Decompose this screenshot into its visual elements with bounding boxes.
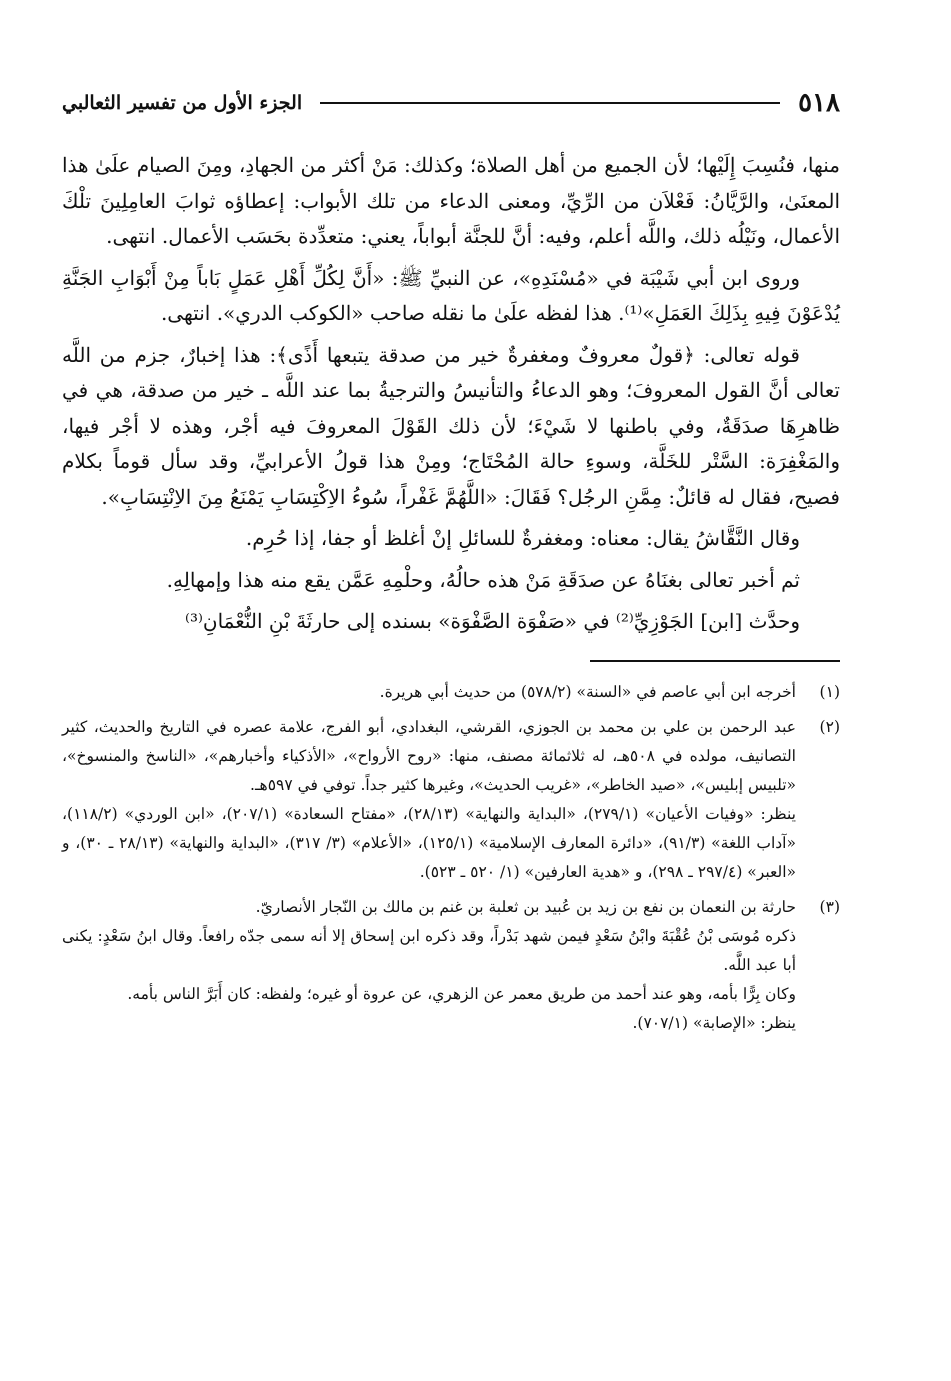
footnote-body <box>62 893 796 1038</box>
footnote-line: عبد الرحمن بن علي بن محمد بن الجوزي، القرشي، البغدادي، أبو الفرج، علامة عصره في التاريخ والحديث، كثير التصانيف، مولده في ٥٠٨هـ، له ثلاثمائة مصنف، منها: «روح الأرواح»، «الأذكياء وأخبارهم»، «الناسخ والمنسوخ»، «تلبيس إبليس»، «صيد الخاطر»، «غريب الحديث»، وغيرها كثير جداً. توفي في ٥٩٧هـ. <box>62 717 796 794</box>
paragraph-2: وروى ابن أبي شَيْبَة في «مُسْنَدِهِ»، عن النبيِّ ﷺ: «أَنَّ لِكُلِّ أَهْلِ عَمَلٍ بَاباً مِنْ أَبْوَابِ الجَنَّةِ يُدْعَوْنَ فِيهِ بِذَلِكَ العَمَلِ»⁽¹⁾. هذا لفظه علَىٰ ما نقله صاحب «الكوكب الدري». انتهى. <box>62 265 840 325</box>
footnote-number: (٣) <box>819 897 840 916</box>
footnote-line: ذكره مُوسَى بْنُ عُقْبَةَ وابْنُ سَعْدٍ فيمن شهد بَدْراً، وقد ذكره ابن إسحاق إلا أنه سمى جدّه رافعاً. وقال ابنُ سَعْدٍ: يكنى أبا عبد اللَّه. <box>62 926 796 974</box>
paragraph-1: منها، فنُسِبَ إِلَيْها؛ لأن الجميع من أهل الصلاة؛ وكذلك: مَنْ أكثر من الجهادِ، ومِنَ الصيام علَىٰ هذا المعنَىٰ، والرَّيَّانُ: فَعْلاَن من الرِّيِّ، ومعنى الدعاء من تلك الأبواب: إعطاؤه ثوابَ العامِلِينَ تلْكَ الأعمال، ونَيْلُه ذلك، واللَّه أعلم، وفيه: أنَّ للجنَّة أبواباً، يعني: متعدِّدة بحَسَب الأعمال. انتهى. <box>62 153 840 248</box>
paragraph-4: وقال النَّقَّاشُ يقال: معناه: ومغفرةٌ للسائلِ إنْ أغلظ أو جفا، إذا حُرِم. <box>245 526 800 550</box>
footnote-number: (٢) <box>819 717 840 736</box>
paragraph-5: ثم أخبر تعالى بغنَاهُ عن صدَقَةِ مَنْ هذه حالُهُ، وحلْمِهِ عَمَّن يقع منه هذا وإمهالِهِ. <box>166 567 800 592</box>
document-page <box>62 80 840 1044</box>
footnote-line: ينظر: «وفيات الأعيان» (٢٧٩/١)، «البداية والنهاية» (٢٨/١٣)، «مفتاح السعادة» (٢٠٧/١)، «ابن الوردي» (١١٨/٢)، «آداب اللغة» (٩١/٣)، «دائرة المعارف الإسلامية» (١٢٥/١)، «الأعلام» (٣/ ٣١٧)، «البداية والنهاية» (٢٨/١٣ ـ ٣٠)، و «العبر» (٢٩٧/٤ ـ ٢٩٨)، و «هدية العارفين» (١/ ٥٢٠ ـ ٥٢٣). <box>62 804 796 881</box>
main-text <box>62 148 840 640</box>
paragraph-6: وحدَّث [ابن] الجَوْزِيِّ⁽²⁾ في «صَفْوَة الصَّفْوَة» بسنده إلى حارثَةَ بْنِ النُّعْمَانِ⁽³⁾ <box>185 609 800 633</box>
running-title: الجزء الأول من تفسير الثعالبي <box>62 92 303 114</box>
footnote-line: أخرجه ابن أبي عاصم في «السنة» (٥٧٨/٢) من حديث أبي هريرة. <box>379 682 796 701</box>
footnote-separator <box>590 660 840 662</box>
footnote-line: ينظر: «الإصابة» (٧٠٧/١). <box>632 1013 796 1032</box>
footnote-line: وكان بِرًّا بأمه، وهو عند أحمد من طريق معمر عن الزهري، عن عروة أو غيره؛ ولفظه: كان أَبَرَّ الناس بأمه. <box>127 984 796 1003</box>
page-number: ٥١٨ <box>798 88 840 118</box>
footnote-line: حارثة بن النعمان بن نفع بن زيد بن عُبيد بن ثعلبة بن غنم بن مالك بن النّجار الأنصاريّ. <box>255 897 796 916</box>
footnotes <box>62 678 840 1038</box>
footnote-3 <box>62 893 840 1038</box>
footnote-1 <box>62 678 840 707</box>
footnote-body <box>62 713 796 887</box>
footnote-body <box>62 678 796 707</box>
header-rule <box>320 102 780 104</box>
running-header <box>62 80 840 126</box>
footnote-number: (١) <box>819 682 840 701</box>
footnote-2 <box>62 713 840 887</box>
paragraph-3: قوله تعالى: ﴿قولٌ معروفٌ ومغفرةٌ خير من صدقة يتبعها أَذًى﴾: هذا إخبارٌ، جزم من اللَّه تعالى أنَّ القول المعروفَ؛ وهو الدعاءُ والتأنيسُ والترجيةُ بما عند اللَّه ـ خير من صدقة، هي في ظاهرِهَا صدَقَةٌ، وفي باطنها لا شَيْءَ؛ لأن ذلك القَوْلَ المعروفَ فيه أجْر، وهذه لا أجْر فيها، والمَغْفِرَة: السَّتْر للخَلَّة، وسوءِ حالة المُحْتَاج؛ ومِنْ هذا قولُ الأعرابيِّ، وقد سأل قوماً بكلام فصيح، فقال له قائلٌ: مِمَّنِ الرجُل؟ فَقَالَ: «اللَّهُمَّ غَفْراً، سُوءُ الاِكْتِسَابِ يَمْنَعُ مِنَ الاِنْتِسَابِ». <box>62 342 840 509</box>
